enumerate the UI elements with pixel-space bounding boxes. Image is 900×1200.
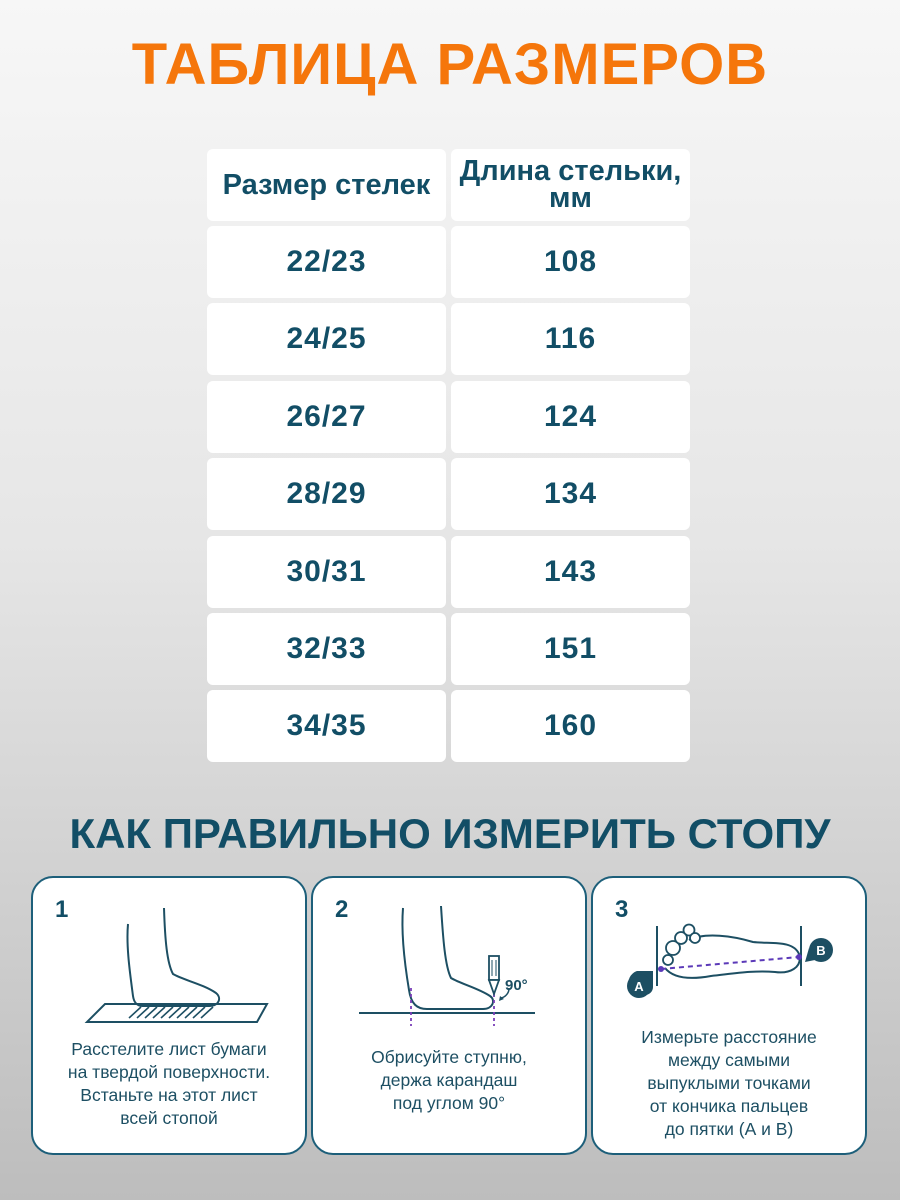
- point-a-label: A: [634, 979, 644, 994]
- step-card-1: [31, 876, 307, 1155]
- step-text-line: под углом 90°: [392, 1093, 506, 1113]
- table-cell-size: 34/35: [207, 690, 446, 762]
- step-number: 3: [615, 896, 629, 923]
- pencil-tracing-foot-icon: [313, 878, 589, 1038]
- how-to-measure-title: КАК ПРАВИЛЬНО ИЗМЕРИТЬ СТОПУ: [69, 810, 831, 857]
- step-text-line: на твердой поверхности.: [67, 1062, 271, 1082]
- table-cell-length: 143: [451, 536, 690, 608]
- step-card-2: [311, 876, 587, 1155]
- table-cell-length: 124: [451, 381, 690, 453]
- pencil-icon: [489, 956, 499, 994]
- step-text: [43, 1038, 295, 1130]
- step-text-line: Встаньте на этот лист: [80, 1085, 258, 1105]
- header-insole-length: Длина стельки, мм: [451, 149, 690, 221]
- step-number: 1: [55, 896, 69, 923]
- table-cell-size: 30/31: [207, 536, 446, 608]
- table-cell-length: 151: [451, 613, 690, 685]
- step-text-line: выпуклыми точками: [647, 1073, 811, 1093]
- header-insole-size: Размер стелек: [207, 149, 446, 221]
- step-text-line: Измерьте расстояние: [641, 1027, 817, 1047]
- point-b-marker: [805, 938, 833, 962]
- table-cell-length: 160: [451, 690, 690, 762]
- step-text-line: от кончика пальцев: [649, 1096, 809, 1116]
- table-cell-length: 116: [451, 303, 690, 375]
- table-cell-size: 26/27: [207, 381, 446, 453]
- step-text-line: до пятки (А и В): [664, 1119, 794, 1139]
- table-cell-length: 108: [451, 226, 690, 298]
- foot-on-paper-icon: [33, 878, 309, 1038]
- step-number: 2: [335, 896, 349, 923]
- point-b-label: B: [816, 943, 826, 958]
- step-text-line: всей стопой: [120, 1108, 218, 1128]
- page-title: ТАБЛИЦА РАЗМЕРОВ: [131, 32, 769, 97]
- step-text-line: держа карандаш: [380, 1070, 518, 1090]
- step-text: [603, 1026, 855, 1141]
- step-text-line: Обрисуйте ступню,: [371, 1047, 527, 1067]
- table-cell-size: 24/25: [207, 303, 446, 375]
- step-text: [323, 1046, 575, 1115]
- point-a-marker: [627, 971, 653, 998]
- step-text-line: между самыми: [668, 1050, 790, 1070]
- step-text-line: Расстелите лист бумаги: [71, 1039, 267, 1059]
- table-cell-size: 22/23: [207, 226, 446, 298]
- angle-label: 90°: [505, 977, 528, 994]
- table-cell-size: 32/33: [207, 613, 446, 685]
- table-cell-size: 28/29: [207, 458, 446, 530]
- step-card-3: [591, 876, 867, 1155]
- table-cell-length: 134: [451, 458, 690, 530]
- foot-outline-measure-icon: [593, 878, 869, 1038]
